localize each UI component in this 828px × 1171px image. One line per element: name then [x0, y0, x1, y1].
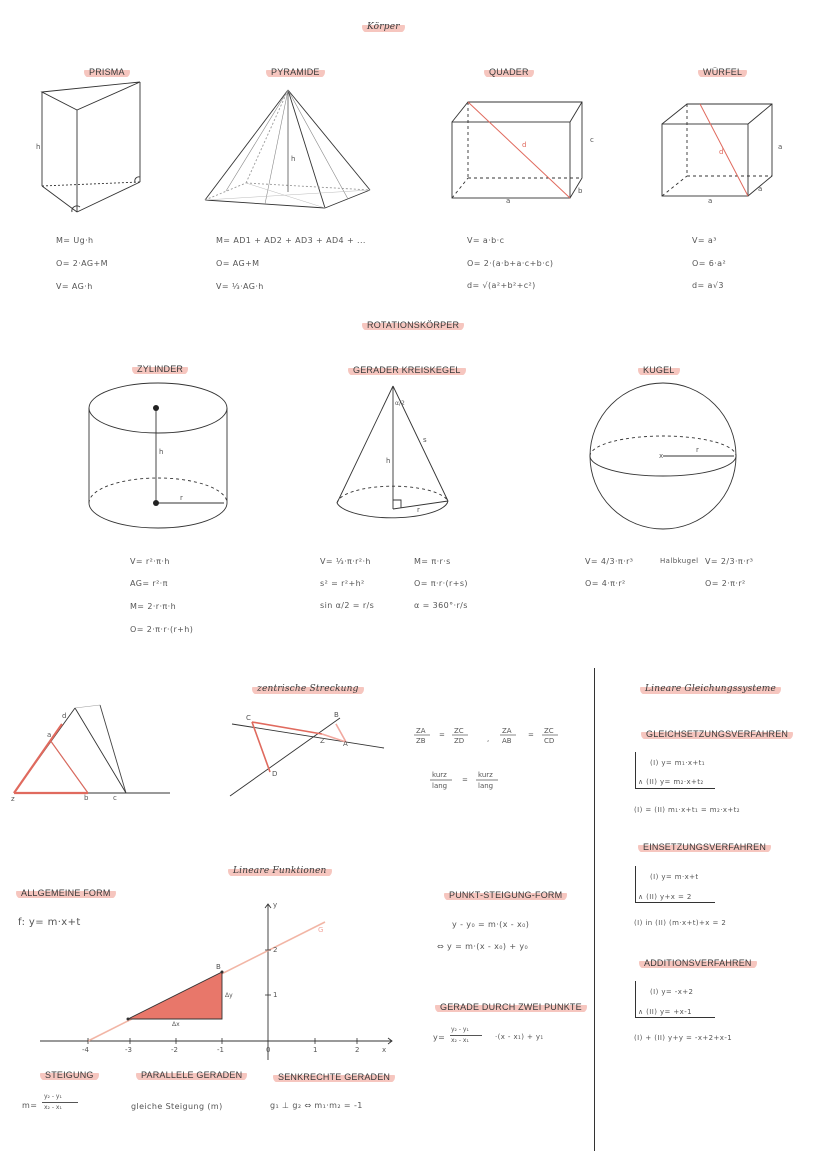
kugel-formula-v: V= 4/3·π·r³: [585, 557, 634, 566]
eq1-l1-num: ZA: [416, 727, 426, 735]
fig1-c-label: c: [113, 794, 117, 802]
wuerfel-a-bottom-label: a: [708, 197, 713, 205]
quader-formula-v: V= a·b·c: [467, 236, 505, 245]
x-tick-2: 2: [355, 1046, 360, 1054]
pyramide-heading: PYRAMIDE: [266, 66, 325, 78]
pyramide-formula-v: V= ⅓·AG·h: [216, 282, 264, 291]
addition-heading: ADDITIONSVERFAHREN: [639, 957, 757, 969]
addition-line-2: ∧ (II) y= +x-1: [638, 1008, 692, 1016]
gleichsetzung-line-1: (I) y= m₁·x+t₁: [650, 759, 705, 767]
steigung-heading: STEIGUNG: [40, 1069, 99, 1081]
eq2-l-den: lang: [432, 782, 448, 790]
fig2-b-label: B: [334, 711, 339, 719]
wuerfel-formula-o: O= 6·a²: [692, 259, 727, 268]
einsetzung-line-1: (I) y= m·x+t: [650, 873, 699, 881]
quader-a-label: a: [506, 197, 511, 205]
eq1-r2-num: ZC: [544, 727, 554, 735]
quader-c-label: c: [590, 136, 594, 144]
x-tick-0: 0: [266, 1046, 271, 1054]
kegel-formula-m: M= π·r·s: [414, 557, 451, 566]
zylinder-h-label: h: [159, 448, 164, 456]
wuerfel-a-side-label: a: [758, 185, 763, 193]
zwei-punkte-prefix: y=: [433, 1033, 446, 1042]
halbkugel-formula-o: O= 2·π·r²: [705, 579, 746, 588]
kegel-angle-label: α/2: [395, 400, 405, 407]
fig2-a-label: A: [343, 740, 348, 748]
steigung-prefix: m=: [22, 1101, 38, 1110]
punkt-steigung-line-1: y - y₀ = m·(x - x₀): [452, 920, 530, 929]
zylinder-heading: ZYLINDER: [132, 363, 188, 375]
einsetzung-heading: EINSETZUNGSVERFAHREN: [638, 841, 771, 853]
kugel-r-label: r: [696, 446, 699, 454]
graph-g-label: G: [318, 926, 324, 934]
kugel-center-label: x: [659, 452, 664, 460]
zylinder-formula-v: V= r²·π·h: [130, 557, 170, 566]
addition-line-1: (I) y= -x+2: [650, 988, 694, 996]
eq1-r1-num: ZC: [454, 727, 464, 735]
quader-heading: QUADER: [484, 66, 534, 78]
funktionen-heading: Lineare Funktionen: [228, 865, 332, 877]
zylinder-r-label: r: [180, 494, 183, 502]
eq1-l1-den: ZB: [416, 737, 426, 745]
prisma-heading: PRISMA: [84, 66, 130, 78]
graph-b-label: B: [216, 963, 221, 971]
quader-d-label: d: [522, 141, 527, 149]
kegel-heading: GERADER KREISKEGEL: [348, 364, 466, 376]
quader-b-label: b: [578, 187, 583, 195]
kegel-formula-o: O= π·r·(r+s): [414, 579, 468, 588]
eq2-r-num: kurz: [478, 771, 493, 779]
page-title: Körper: [362, 21, 405, 33]
prisma-formula-o: O= 2·AG+M: [56, 259, 108, 268]
graph-x-axis-label: x: [382, 1046, 387, 1054]
prisma-formula-v: V= AG·h: [56, 282, 93, 291]
fig1-a-label: a: [47, 731, 52, 739]
strahlensatz-heading: zentrische Streckung: [252, 683, 364, 695]
wuerfel-a-right-label: a: [778, 143, 783, 151]
wuerfel-formula-v: V= a³: [692, 236, 717, 245]
zylinder-formula-ag: AG= r²·π: [130, 579, 168, 588]
kegel-formula-sin: sin α/2 = r/s: [320, 601, 375, 610]
zwei-punkte-num: y₂ - y₁: [451, 1026, 469, 1033]
eq1-r2-den: CD: [544, 737, 555, 745]
fig1-z-label: z: [11, 795, 15, 803]
y-tick-1: 1: [273, 991, 278, 999]
x-tick-1: 1: [313, 1046, 318, 1054]
allgemein-formula: f: y= m·x+t: [18, 917, 81, 928]
zwei-punkte-den: x₂ - x₁: [451, 1037, 469, 1044]
eq1-eq2: =: [528, 731, 534, 739]
kegel-formula-s: s² = r²+h²: [320, 579, 365, 588]
fig2-z-label: Z: [320, 737, 325, 745]
kegel-r-label: r: [417, 506, 420, 514]
steigung-num: y₂ - y₁: [44, 1093, 62, 1100]
quader-formula-d: d= √(a²+b²+c²): [467, 281, 536, 290]
graph-dy-label: Δy: [225, 992, 233, 999]
graph-dx-label: Δx: [172, 1021, 180, 1028]
x-tick--1: -1: [217, 1046, 224, 1054]
zwei-punkte-heading: GERADE DURCH ZWEI PUNKTE: [435, 1001, 587, 1013]
fig1-b-label: b: [84, 794, 89, 802]
wuerfel-formula-d: d= a√3: [692, 281, 724, 290]
punkt-steigung-line-2: ⇔ y = m·(x - x₀) + y₀: [437, 942, 529, 951]
eq1-l2-den: AB: [502, 737, 512, 745]
pyramide-formula-m: M= AD1 + AD2 + AD3 + AD4 + ...: [216, 236, 366, 245]
graph-y-axis-label: y: [273, 901, 278, 909]
zylinder-formula-m: M= 2·r·π·h: [130, 602, 177, 611]
steigung-den: x₂ - x₁: [44, 1104, 62, 1111]
allgemein-heading: ALLGEMEINE FORM: [16, 887, 116, 899]
gleichsetzung-line-2: ∧ (II) y= m₂·x+t₂: [638, 778, 704, 786]
prisma-formula-m: M= Ug·h: [56, 236, 94, 245]
eq1-sep: ,: [487, 735, 490, 743]
kugel-formula-o: O= 4·π·r²: [585, 579, 626, 588]
y-tick-2: 2: [273, 946, 278, 954]
kegel-formula-v: V= ⅓·π·r²·h: [320, 557, 371, 566]
senkrecht-heading: SENKRECHTE GERADEN: [273, 1071, 395, 1083]
x-tick--3: -3: [125, 1046, 132, 1054]
kegel-h-label: h: [386, 457, 391, 465]
einsetzung-result: (I) in (II) (m·x+t)+x = 2: [634, 919, 727, 927]
fig2-c-label: C: [246, 714, 251, 722]
fig2-d-label: D: [272, 770, 278, 778]
eq2-eq: =: [462, 776, 468, 784]
senkrecht-text: g₁ ⊥ g₂ ⇔ m₁·m₂ = -1: [270, 1101, 363, 1110]
rotation-heading: ROTATIONSKÖRPER: [362, 319, 464, 331]
quader-formula-o: O= 2·(a·b+a·c+b·c): [467, 259, 554, 268]
einsetzung-line-2: ∧ (II) y+x = 2: [638, 893, 692, 901]
kegel-s-label: s: [423, 436, 427, 444]
x-tick--2: -2: [171, 1046, 178, 1054]
halbkugel-label: Halbkugel: [660, 557, 699, 565]
zylinder-formula-o: O= 2·π·r·(r+h): [130, 625, 194, 634]
zwei-punkte-bar: [450, 1035, 482, 1036]
eq1-l2-num: ZA: [502, 727, 512, 735]
prisma-h-label: h: [36, 143, 41, 151]
addition-result: (I) + (II) y+y = -x+2+x-1: [634, 1034, 733, 1042]
gleichsetzung-result: (I) = (II) m₁·x+t₁ = m₂·x+t₂: [634, 806, 740, 814]
punkt-steigung-heading: PUNKT-STEIGUNG-FORM: [444, 889, 567, 901]
gleichsetzung-heading: GLEICHSETZUNGSVERFAHREN: [641, 728, 793, 740]
halbkugel-formula-v: V= 2/3·π·r³: [705, 557, 754, 566]
parallel-heading: PARALLELE GERADEN: [136, 1069, 247, 1081]
eq2-l-num: kurz: [432, 771, 447, 779]
eq1-r1-den: ZD: [454, 737, 465, 745]
wuerfel-heading: WÜRFEL: [698, 66, 747, 78]
parallel-text: gleiche Steigung (m): [131, 1102, 223, 1111]
kegel-formula-alpha: α = 360°·r/s: [414, 601, 468, 610]
eq1-eq: =: [439, 731, 445, 739]
pyramide-formula-o: O= AG+M: [216, 259, 260, 268]
wuerfel-d-label: d: [719, 148, 724, 156]
kugel-heading: KUGEL: [638, 364, 680, 376]
pyramide-h-label: h: [291, 155, 296, 163]
x-tick--4: -4: [82, 1046, 89, 1054]
steigung-bar: [42, 1102, 78, 1103]
eq2-r-den: lang: [478, 782, 494, 790]
zwei-punkte-suffix: ·(x - x₁) + y₁: [495, 1033, 544, 1041]
fig1-d-label: d: [62, 712, 67, 720]
lgs-heading: Lineare Gleichungssysteme: [640, 683, 781, 695]
